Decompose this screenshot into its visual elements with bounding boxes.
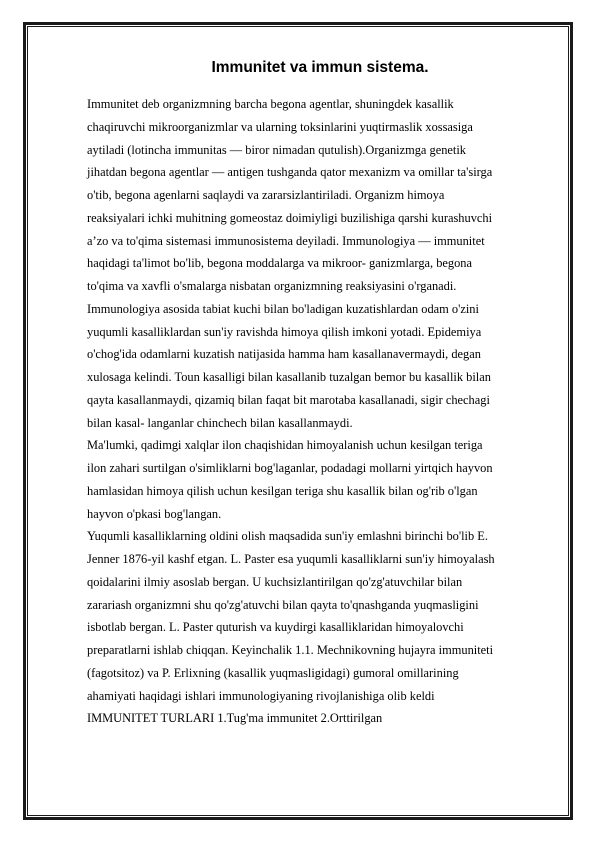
body-text-line: IMMUNITET TURLARI 1.Tug'ma immunitet 2.Orttirilgan xyxy=(87,711,383,726)
body-text-line: Immunologiya asosida tabiat kuchi bilan bo'ladigan kuzatishlardan odam o'zini xyxy=(87,301,479,316)
body-text-line: xulosaga kelindi. Toun kasalligi bilan kasallanib tuzalgan bemor bu kasallik bilan xyxy=(87,370,491,384)
body-text-line: qayta kasallanmaydi, qizamiq bilan faqat bit marotaba kasallanadi, sigir chechagi xyxy=(87,392,490,407)
body-text-line: a’zo va to'qima sistemasi immunosistema deyiladi. Immunologiya — immunitet xyxy=(87,233,485,248)
body-text-line: reaksiyalari ichki muhitning gomeostaz doimiyligi buzilishiga qarshi kurashuvchi xyxy=(87,210,493,225)
body-text-line: preparatlarni ishlab chiqqan. Keyinchalik 1.1. Mechnikovning hujayra immuniteti xyxy=(87,643,494,657)
body-text-line: (fagotsitoz) va P. Erlixning (kasallik yuqmasligidagi) gumoral omillarining xyxy=(87,665,459,680)
body-text-line: haqidagi ta'limot bo'lib, begona moddalarga va mikroor- ganizmlarga, begona xyxy=(87,256,473,271)
document-title: Immunitet va immun sistema. xyxy=(211,59,429,76)
body-text-line: qoidalarini ilmiy asoslab bergan. U kuchsizlantirilgan qo'zg'atuvchilar bilan xyxy=(87,574,463,589)
body-text-line: zarariash organizmni shu qo'zg'atuvchi bilan qayta to'qnashganda yuqmasligini xyxy=(87,597,479,612)
document-body xyxy=(87,93,547,730)
body-text-line: Jenner 1876-yil kashf etgan. L. Paster esa yuqumli kasalliklarni sun'iy himoyalash xyxy=(87,552,495,566)
body-text-line: Yuqumli kasalliklarning oldini olish maqsadida sun'iy emlashni birinchi bo'lib E. xyxy=(87,529,488,544)
body-text-line: ilon zahari surtilgan o'simliklarni bog'laganlar, podadagi mollarni yirtqich hayvon xyxy=(87,461,493,475)
body-text-line: o'chog'ida odamlarni kuzatish natijasida hamma ham kasallanavermaydi, degan xyxy=(87,347,481,362)
body-text-line: ahamiyati haqidagi ishlari immunologiyaning rivojlanishiga olib keldi xyxy=(87,688,435,703)
body-text-line: Ma'lumki, qadimgi xalqlar ilon chaqishidan himoyalanish uchun kesilgan teriga xyxy=(87,438,483,453)
body-text-line: bilan kasal- langanlar chinchech bilan kasallanmaydi. xyxy=(87,415,353,430)
body-text-line: hamlasidan himoya qilish uchun kesilgan teriga shu kasallik bilan og'rib o'lgan xyxy=(87,483,478,498)
body-text-line: aytiladi (lotincha immunitas — biror nimadan qutulish).Organizmga genetik xyxy=(87,142,466,157)
body-text-line: jihatdan begona agentlar — antigen tushganda qator mexanizm va omillar ta'sirga xyxy=(87,165,493,180)
body-text-line: to'qima va xavfli o'smalarga nisbatan organizmning reaksiyasini o'rganadi. xyxy=(87,279,457,293)
body-text-line: isbotlab bergan. L. Paster quturish va kuydirgi kasalliklaridan himoyalovchi xyxy=(87,620,464,635)
body-text-line: hayvon o'pkasi bog'langan. xyxy=(87,506,222,521)
body-text-line: chaqiruvchi mikroorganizmlar va ularning toksinlarini yuqtirmaslik xossasiga xyxy=(87,119,473,134)
body-text-line: yuqumli kasalliklardan sun'iy ravishda himoya qilish imkoni yotadi. Epidemiya xyxy=(87,324,482,339)
body-text-line: o'tib, begona agenlarni saqlaydi va zararsizlantiriladi. Organizm himoya xyxy=(87,188,445,202)
body-text-line: Immunitet deb organizmning barcha begona agentlar, shuningdek kasallik xyxy=(87,97,454,111)
